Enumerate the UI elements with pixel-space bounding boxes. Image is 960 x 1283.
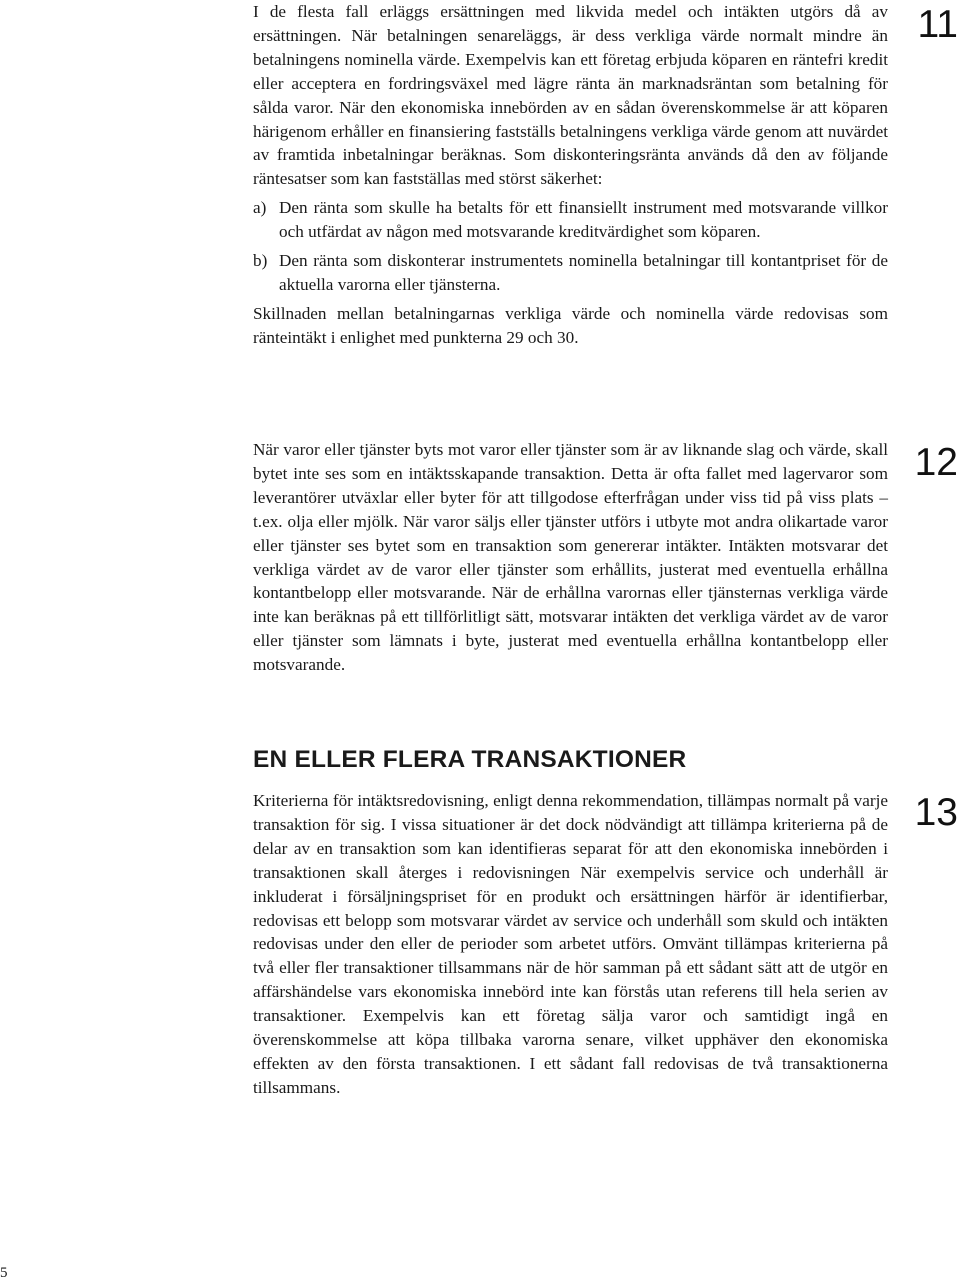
list-item-b: [253, 249, 888, 297]
paragraph-number-12: 12: [914, 441, 958, 484]
list-text-b: Den ränta som diskonterar instrumentets nominella betalningar till kontantpriset för de aktuella varorna eller tjänsterna.: [279, 251, 888, 294]
paragraph-12: [253, 438, 888, 677]
paragraph-number-11: 11: [917, 3, 958, 46]
list-item-a: [253, 196, 888, 244]
list-text-a: Den ränta som skulle ha betalts för ett finansiellt instrument med motsvarande villkor och utfärdat av någon med motsvarande kreditvärdighet som köparen.: [279, 198, 888, 242]
page-number: 5: [0, 1265, 8, 1281]
list-marker-b: b): [253, 251, 268, 271]
paragraph-number-13: 13: [914, 791, 958, 834]
list-marker-a: a): [253, 198, 267, 218]
paragraph-11-closing: Skillnaden mellan betalningarnas verkliga värde och nominella värde redovisas som ränteintäkt i enlighet med punkterna 29 och 30.: [253, 303, 888, 347]
section-heading: EN ELLER FLERA TRANSAKTIONER: [253, 746, 687, 773]
paragraph-12-text: När varor eller tjänster byts mot varor eller tjänster som är av liknande slag och värde, skall bytet inte ses som en intäktsskapande transaktion. Detta är ofta fallet med lagervaror som leverantörer utväxlar eller byter för att tillgodose efterfrågan under viss tid på viss plats – t.ex. olja eller mjölk. När varor säljs eller tjänster utförs i utbyte mot andra olikartade varor eller tjänster ses bytet som en transaktion som genererar intäkter. Intäkten motsvarar det verkliga värdet av de varor eller tjänster som erhållits, justerat med eventuella erhållna kontantbelopp eller motsvarande. När de erhållna varornas eller tjänsternas verkliga värde inte kan beräknas på ett tillförlitligt sätt, motsvarar intäkten det verkliga värdet av de varor eller tjänster som lämnats i byte, justerat med eventuella erhållna kontantbelopp eller motsvarande.: [253, 440, 888, 675]
paragraph-11: [253, 0, 888, 350]
paragraph-13-text: Kriterierna för intäktsredovisning, enligt denna rekommendation, tillämpas normalt på varje transaktion för sig. I vissa situationer är det dock nödvändigt att tillämpa kriterierna på de delar av en transaktion som kan identifieras separat för att den ekonomiska innebörden i transaktionen skall återges i redovisningen När exempelvis service och underhåll är inkluderat i försäljningspriset för en produkt och ersättningen härför är identifierbar, redovisas ett belopp som motsvarar värdet av service och underhåll som skuld och intäkten redovisas under den eller de perioder som arbetet utförs. Omvänt tillämpas kriterierna på två eller fler transaktioner tillsammans när de hör samman på ett sådant sätt att de utgör en affärshändelse vars ekonomiska innebörd inte kan förstås utan referens till hela serien av transaktioner. Exempelvis kan ett företag sälja varor och samtidigt ingå en överenskommelse att köpa tillbaka varorna senare, vilket upphäver den ekonomiska effekten av den första transaktionen. I ett sådant fall redovisas de två transaktionerna tillsammans.: [253, 791, 888, 1097]
paragraph-13: [253, 789, 888, 1100]
paragraph-11-text: I de flesta fall erläggs ersättningen med likvida medel och intäkten utgörs då av ersättningen. När betalningen senareläggs, är dess verkliga värde normalt mindre än betalningens nominella värde. Exempelvis kan ett företag erbjuda köparen en räntefri kredit eller acceptera en fordringsväxel med lägre ränta än marknadsräntan som betalning för sålda varor. När den ekonomiska innebörden av en sådan överenskommelse är att köparen härigenom erhåller en finansiering fastställs betalningens verkliga värde genom att nuvärdet av framtida inbetalningar beräknas. Som diskonteringsränta används då den av följande räntesatser som kan fastställas med störst säkerhet:: [253, 2, 888, 189]
